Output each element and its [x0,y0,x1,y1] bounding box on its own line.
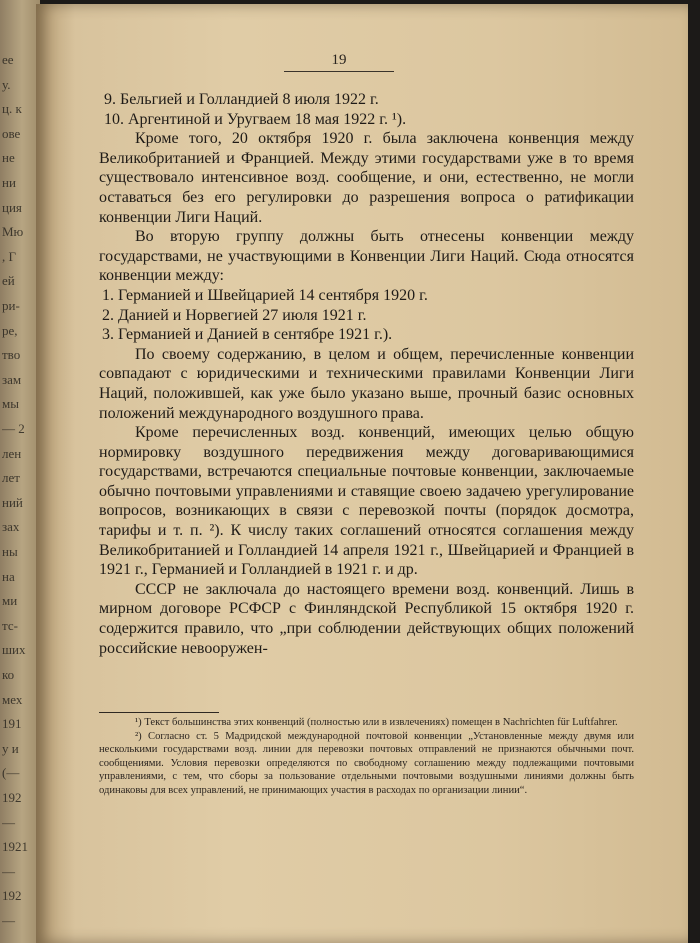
list-item: 9. Бельгией и Голландией 8 июля 1922 г. [104,91,379,108]
page-number: 19 [331,52,347,68]
left-page-text-fragment: — [2,913,15,928]
list-item: 2. Данией и Норвегией 27 июля 1921 г. [102,306,367,324]
left-page-text-fragment: ц. к [2,101,22,117]
left-page-text-fragment: ее [2,52,14,67]
footnote: ¹) Текст большинства этих конвенций (полностью или в извлечениях) помещен в Nachrichten für Luftfahrer. [135,717,618,728]
paragraph: СССР не заключала до настоящего времени возд. конвенций. Лишь в мирном договоре РСФСР с Финляндской Республикой 15 октября 1920 г. содержится правило, что „при соблюдении действующих общих положений российские невооружен- [99,580,634,657]
list-item: 10. Аргентиной и Уругваем 18 мая 1922 г. ¹). [104,110,407,128]
left-page-text-fragment: 192 [2,888,22,904]
list-item: 3. Германией и Данией в сентябре 1921 г.). [102,326,393,344]
left-page-text-fragment: у. [2,76,11,92]
body-text [99,90,634,658]
left-page-text-fragment: ко [2,667,15,682]
left-page-text-fragment: 192 [2,790,22,805]
left-page-text-fragment: на [2,568,15,584]
left-page-text-fragment: ей [2,273,15,289]
left-page-text-fragment: лен [2,445,22,461]
footnote-separator [99,712,219,713]
left-page-text-fragment: (— [2,765,20,781]
header-rule [284,71,394,72]
paragraph: Кроме перечисленных возд. конвенций, имеющих целью общую нормировку воздушного передвижения между договаривающимися государствами, встречаются специальные почтовые конвенции, заключаемые обычно почтовыми управлениями и ставящие своею задачею урегулирование вопросов, возникающих в связи с перевозкой почты (порядок досмотра, тарифы и т. п. ²). К числу таких соглашений относятся соглашения между Великобританией и Голландией 14 апреля 1921 г., Швейцарией и Францией в 1921 г., Германией и Голландией в 1921 г. и др. [99,424,634,579]
left-page-text-fragment: ших [2,642,26,658]
left-page-text-fragment: не [2,150,15,166]
left-page-text-fragment: ны [2,544,18,559]
left-page-text-fragment: ний [2,494,23,510]
left-page-text-fragment: ция [2,199,22,215]
left-page-text-fragment: тс- [2,617,18,633]
left-page-text-fragment: ри- [2,298,20,313]
left-page-text-fragment: мех [2,691,23,707]
left-page-text-fragment: 191 [2,716,22,732]
left-page-text-fragment: 1921 [2,839,28,855]
left-page-text-fragment: — [2,863,15,879]
left-page-text-fragment: ни [2,175,16,190]
left-page-text-fragment: , Г [2,248,17,264]
book-page [36,4,688,943]
paragraph: Кроме того, 20 октября 1920 г. была заключена конвенция между Великобританией и Францией. Между этими государствами уже в то время существовало интенсивное возд. сообщение, и они, естественно, не могли оставаться без его регулировки до разрешения вопроса о ратификации конвенции Лиги Наций. [99,130,634,226]
list-item: 1. Германией и Швейцарией 14 сентября 1920 г. [102,286,428,304]
left-page-text-fragment: у и [2,740,19,756]
left-page-text-fragment: мы [2,396,19,412]
paragraph: По своему содержанию, в целом и общем, перечисленные конвенции совпадают с юридическими и техническими правилами Конвенции Лиги Наций, положившей, как уже было указано выше, прочный базис основных положений международного воздушного права. [99,345,634,422]
left-page-text-fragment: — [2,814,15,830]
left-page-text-fragment: тво [2,347,21,363]
left-page-text-fragment: зам [2,371,22,387]
footnote: ²) Согласно ст. 5 Мадридской международной почтовой конвенции „Установленные между двумя или несколькими государствами возд. линии для перевозки почтовых отправлений не признаются обычными почт. сообщениями. Условия перевозки определяются по свободному соглашению между подлежащими почтовыми управлениями, с тем, что сборы за пользование отдельными почтовыми воздушными линиями должны быть одинаковы для всех управлений, не принимающих участия в расходах по организации линии“. [99,730,634,796]
previous-page-edge [0,0,40,943]
left-page-text-fragment: лет [2,470,20,486]
left-page-text-fragment: ми [2,593,18,609]
left-page-text-fragment: — 2 [2,421,25,436]
left-page-text-fragment: Мю [2,224,24,240]
footnotes [99,716,634,797]
left-page-text-fragment: ове [2,125,21,141]
left-page-text-fragment: ре, [2,322,18,338]
paragraph: Во вторую группу должны быть отнесены конвенции между государствами, не участвующими в Конвенции Лиги Наций. Сюда относятся конвенции между: [99,228,634,285]
left-page-text-fragment: зах [2,519,20,535]
